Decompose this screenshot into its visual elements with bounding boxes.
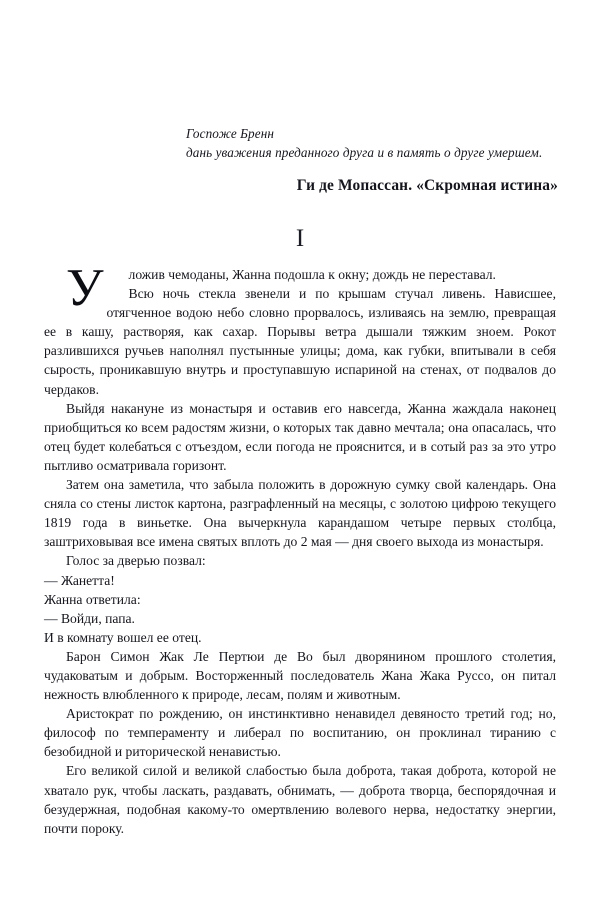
body-text-column <box>44 259 556 838</box>
epigraph-dedication-line-2: дань уважения преданного друга и в память о друге умершем. <box>186 145 543 160</box>
paragraph: Всю ночь стекла звенели и по крышам стучал ливень. Нависшее, отягченное водою небо словно прорвалось, изливаясь на землю, превращая ее в кашу, растворяя, как сахар. Порывы ветра дышали тяжким зноем. Рокот разлившихся ручьев наполнял пустынные улицы; дома, как губки, впитывали в себя сырость, проникавшую внутрь и проступавшую испариной на стенах, от подвалов до чердаков. <box>44 286 556 397</box>
paragraph: Уложив чемоданы, Жанна подошла к окну; дождь не переставал. <box>66 259 496 317</box>
paragraph: Голос за дверью позвал: <box>66 553 206 569</box>
paragraph: И в комнату вошел ее отец. <box>44 629 202 645</box>
paragraph: Аристократ по рождению, он инстинктивно ненавидел девяносто третий год; но, философ по темпераменту и либерал по воспитанию, он проклинал тиранию с безобидной и риторической ненавистью. <box>44 706 556 760</box>
epigraph-dedication-line-1: Госпоже Бренн <box>186 126 274 141</box>
paragraph: — Войди, папа. <box>44 610 135 626</box>
paragraph: Его великой силой и великой слабостью была доброта, такая доброта, которой не хватало рук, чтобы ласкать, раздавать, обнимать, — доброта творца, беспорядочная и безудержная, подобная какому-то омертвлению волевого нерва, недостатку энергии, почти пороку. <box>44 763 556 836</box>
paragraph: Жанна ответила: <box>44 591 141 607</box>
paragraph: Затем она заметила, что забыла положить в дорожную сумку свой календарь. Она сняла со стены листок картона, разграфленный на месяцы, с золотою цифрою текущего 1819 года в виньетке. Она вычеркнула карандашом четыре первых столбца, заштриховывая все имена святых вплоть до 2 мая — дня своего выхода из монастыря. <box>44 477 556 550</box>
paragraph: Барон Симон Жак Ле Пертюи де Во был дворянином прошлого столетия, чудаковатым и добрым. Восторженный последователь Жана Жака Руссо, он питал нежность влюбленного к природе, лесам, полям и животным. <box>44 648 556 703</box>
paragraph: Выйдя накануне из монастыря и оставив его навсегда, Жанна жаждала наконец приобщиться ко всем радостям жизни, о которых так давно мечтала; она опасалась, что отец будет колебаться с отъездом, если погода не прояснится, и в сотый раз за это утро пытливо осматривала горизонт. <box>44 400 556 473</box>
paragraph: — Жанетта! <box>44 572 115 588</box>
epigraph-attribution: Ги де Мопассан. «Скромная истина» <box>296 177 558 194</box>
epigraph-block <box>186 124 558 196</box>
chapter-number: I <box>295 225 305 252</box>
